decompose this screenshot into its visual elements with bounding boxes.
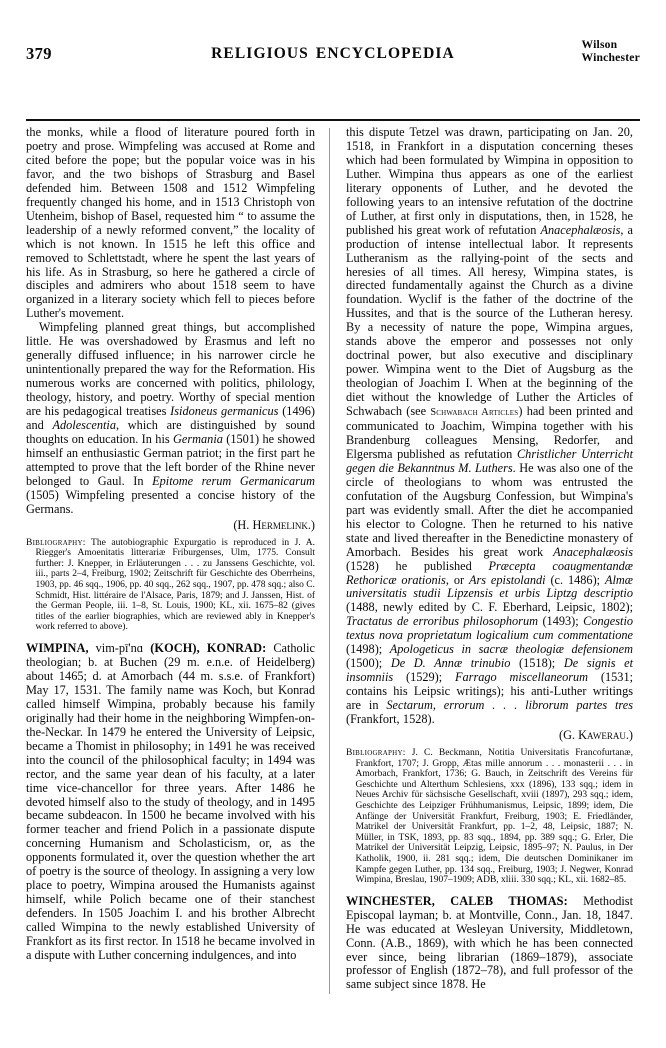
- entry-headword-wimpina: WIMPINA,: [26, 641, 89, 656]
- work-title-praecepta: Præcepta coaugmentandæ Rethoricæ orationis: [346, 558, 633, 587]
- page-number: 379: [26, 44, 52, 63]
- cross-reference-schwabach-articles: Schwabach Articles: [430, 407, 519, 419]
- paragraph-wimpfeling-continued: the monks, while a flood of literature poured forth in poetry and prose. Wimpfeling was accused at Rome and cited before the pope; but the popular voice was in his favor, and the two bishops of Strasburg and Basel defended him. Between 1508 and 1512 Wimpfeling frequently changed his home, and in 1513 Christoph von Utenheim, bishop of Basel, requested him “ to assume the leadership of a newly reformed convent,” the locality of which is not known. In 1515 he left this office and removed to Schlettstadt, where he spent the last years of his life. As in Strasburg, so here he gathered a circle of disciples and admirers who about 1518 seem to have organized in a literary society which fell to pieces before Luther's movement.: [26, 125, 315, 321]
- running-head-last-entry: Winchester: [581, 50, 640, 64]
- running-head-entries: [582, 38, 640, 64]
- entry-body-text: Methodist Episcopal layman; b. at Montville, Conn., Jan. 18, 1847. He was educated at Wesleyan University, Middletown, Conn. (A.B., 1869), with which he has been connected ever since, being librarian (1869–1879), associate professor of English (1872–78), and full professor of the same subject since 1878. He: [346, 893, 633, 992]
- entry-body-text: Catholic theologian; b. at Buchen (29 m. e.n.e. of Heidelberg) about 1465; d. at Amorbach (44 m. s.s.e. of Frankfort) May 17, 1531. The family name was Koch, but Konrad called himself Wimpina, probably because his family originally had their home in the neighboring Wimpfen-on-the-Neckar. In 1479 he entered the University of Leipsic, became a Thomist in philosophy; in 1491 he was received into the council of the philosophical faculty; in 1494 was rector, and the same year dean of his faculty, at a later time vice-chancellor for three years. After 1486 he devoted himself also to the study of theology, and in 1495 became subdeacon. In 1500 he became involved with his former teacher and friend Polich in a passionate dispute concerning Humanism and Scholasticism, or, as the opponents formulated it, over the question whether the art of poetry is the source of theology. In assigning a very low place to poetry, Wimpina aroused the Humanists against himself, while Polich became one of their stanchest defenders. In 1505 Joachim I. and his brother Albrecht called Wimpina to the newly established University of Frankfort as its first rector. In 1518 he became involved in a dispute with Luther concerning indulgences, and into: [26, 641, 315, 962]
- text-run: , which are distinguished by sound thoughts on education. In his: [26, 418, 316, 446]
- text-run: (1518);: [510, 656, 564, 671]
- encyclopedia-page: [0, 38, 666, 1048]
- text-run: (1496) and: [26, 404, 315, 433]
- work-title-anacephalaeosis-2: Anacephalæosis: [553, 544, 633, 559]
- bibliography-wimpfeling: [26, 538, 315, 633]
- text-run: ) had been printed and communicated to Joachim, Wimpina together with his Brandenburg colleagues Mensing, Redorfer, and Elgersma published as refutation: [346, 404, 634, 461]
- work-title-de-signis: De signis et insomniis: [346, 656, 634, 685]
- entry-wimpina: [26, 642, 315, 963]
- text-run: Wimpfeling planned great things, but accomplished little. He was overshadowed by Erasmus and left no generally diffused influence; in his narrower circle he unintentionally prepared the way for the Reformation. His numerous works are concerned with politics, philology, theology, history, and poetry. Worthy of special mention are his pedagogical treatises: [26, 320, 315, 419]
- work-title-anacephalaeosis: Anacephalæosis: [540, 222, 621, 237]
- body-columns: [26, 126, 644, 1048]
- paragraph-wimpfeling-works: [26, 321, 315, 516]
- text-run: (1531; contains his Leipsic writings); his anti-Luther writings are in: [346, 670, 634, 713]
- bibliography-text: The autobiographic Expurgatio is reproduced in J. A. Riegger's Amoenitatis litterariæ Friburgenses, Ulm, 1775. Consult further: J. Knepper, in Erläuterungen . . . zu Janssens Geschichte, vol. iii., parts 2–4, Freiburg, 1902; Zeitschrift für Geschichte des Oberrheins, 1903, pp. 46 sqq., 1906, pp. 40 sqq., 262 sqq., 1907, pp. 478 sqq.; also C. Schmidt, Hist. littéraire de l'Alsace, Paris, 1879; and J. Janssen, Hist. of the German People, iii. 1–8, St. Louis, 1900; KL, xii. 1675–82 (gives titles of the earlier biographies, which are reviewed ably in Knepper's work referred to above).: [35, 537, 315, 633]
- text-run: (1500);: [346, 656, 391, 671]
- page-title: [26, 45, 640, 63]
- entry-winchester: [346, 895, 633, 993]
- text-run: (Frankfort, 1528).: [346, 712, 435, 727]
- entry-headword-winchester: WINCHESTER, CALEB THOMAS:: [346, 893, 568, 908]
- text-run: (1501) he showed himself an enthusiastic German patriot; in the first part he attempted to prove that the left border of the Rhine never belonged to Gaul. In: [26, 431, 316, 488]
- page-title-left: RELIGIOUS: [211, 45, 309, 62]
- work-title-adolescentia: Adolescentia: [52, 418, 116, 433]
- work-title-de-d-annae: De D. Annæ trinubio: [390, 656, 511, 671]
- page-title-right: ENCYCLOPEDIA: [315, 45, 455, 62]
- text-run: (c. 1486);: [545, 572, 605, 587]
- running-head-first-entry: Wilson: [581, 38, 618, 51]
- bibliography-label: Bibliography:: [26, 537, 86, 548]
- work-title-apologeticus: Apologeticus in sacræ theologiæ defensionem: [389, 642, 633, 657]
- bibliography-text: J. C. Beckmann, Notitia Universitatis Francofurtanæ, Frankfort, 1707; J. Gropp, Ætas mille annorum . . . monasterii . . . in Amorbach, Frankfort, 1736; G. Bauch, in Zeitschrift des Vereins für Geschichte und Alterthum Schlesiens, xxx (1896), 133 sqq.; idem in Neues Archiv für sächsische Gesellschaft, xviii (1897), 293 sqq.; idem, Geschichte des Leipziger Frühhumanismus, Leipsic, 1899; idem, Die Anfänge der Universität Frankfurt, Freiburg, 1903; E. Friedländer, Matrikel der Universität Frankfurt, pp. 1–2, 48, Leipsic, 1887; N. Müller, in TSK, 1893, pp. 83 sqq., 1894, pp. 389 sqq.; G. Erler, Die Matrikel der Universität Leipzig, Leipsic, 1895–97; N. Paulus, in Der Katholik, 1900, ii. 281 sqq.; idem, Die deutschen Dominikaner im Kampfe gegen Luther, pp. 134 sqq., Freiburg, 1903; J. Negwer, Konrad Wimpina, Breslau, 1907–1909; ADB, xliii. 330 sqq.; KL, xii. 1682–85.: [355, 747, 633, 886]
- text-run: , or: [445, 572, 469, 587]
- running-head: [26, 38, 640, 90]
- work-title-epitome: Epitome rerum Germanicarum: [152, 473, 315, 488]
- work-title-sectarum: Sectarum, errorum . . . librorum partes tres: [386, 698, 633, 713]
- text-run: (1505) Wimpfeling presented a concise history of the Germans.: [26, 487, 315, 516]
- left-column: [26, 126, 329, 1048]
- text-run: this dispute Tetzel was drawn, participating on Jan. 20, 1518, in Frankfort in a disputation concerning theses which had been formulated by Wimpina in opposition to Luther. Wimpina thus appears as one of the earliest literary opponents of Luther, and he devoted the following years to an intensive refutation of the doctrine of Luther, at first only in disputations, then, in 1528, he published his great work of refutation: [346, 125, 633, 237]
- work-title-isidoneus: Isidoneus germanicus: [170, 404, 279, 419]
- work-title-ars-epistolandi: Ars epistolandi: [468, 572, 546, 587]
- right-column: [330, 126, 633, 1048]
- work-title-germania: Germania: [173, 431, 223, 446]
- entry-pronunciation: vim-pī'nɑ: [88, 641, 151, 656]
- text-run: . He was also one of the circle of theologians to whom was entrusted the confutation of the Augsburg Confession, but Wimpina's part was evidently small. After the diet he accompanied his elector to Cologne. Then he returned to his native state and lived thereafter in the Benedictine monastery of Amorbach. Besides his great work: [346, 460, 634, 559]
- work-title-farrago: Farrago miscellaneorum: [455, 670, 589, 685]
- text-run: (1488, newly edited by C. F. Eberhard, Leipsic, 1802);: [346, 600, 633, 615]
- text-run: (1498);: [346, 642, 390, 657]
- work-title-congestio: Congestio textus nova proprietatum logicalium cum commentatione: [346, 614, 634, 643]
- text-run: (1493);: [537, 614, 584, 629]
- header-rule: [26, 119, 640, 121]
- paragraph-wimpina-continued: [346, 126, 633, 727]
- text-run: (1529);: [393, 670, 456, 685]
- bibliography-wimpina: [346, 748, 633, 886]
- author-signature-hermelink: (H. Hermelink.): [233, 517, 315, 532]
- text-run: (1528) he published: [346, 558, 489, 573]
- entry-alternate-name: (KOCH), KONRAD:: [150, 641, 267, 656]
- work-title-tractatus: Tractatus de erroribus philosophorum: [346, 614, 538, 629]
- work-title-christlicher-unterricht: Christlicher Unterricht gegen die Bekanntnus M. Luthers: [346, 446, 633, 475]
- author-signature-kawerau: (G. Kawerau.): [559, 727, 633, 742]
- text-run: , a production of intense intellectual labor. It represents Lutheranism as the rallying-point of the sects and heresies of all times. All heresy, Wimpina states, is directed fundamentally against the Church as a divine foundation. Wyclif is the father of the doctrine of the Hussites, and that is the source of the Lutheran heresy. By a necessity of nature the pope, Wimpina argues, stands above the emperor and possesses not only doctrinal power, but also executive and disciplinary power. Wimpina went to the Diet of Augsburg as the theologian of Joachim I. When at the beginning of the diet without the knowledge of Luther the Articles of Schwabach (see: [346, 222, 634, 419]
- work-title-almae-universitatis: Almæ universitatis studii Lipzensis et urbis Liptzg descriptio: [346, 572, 633, 601]
- bibliography-label: Bibliography:: [346, 747, 406, 758]
